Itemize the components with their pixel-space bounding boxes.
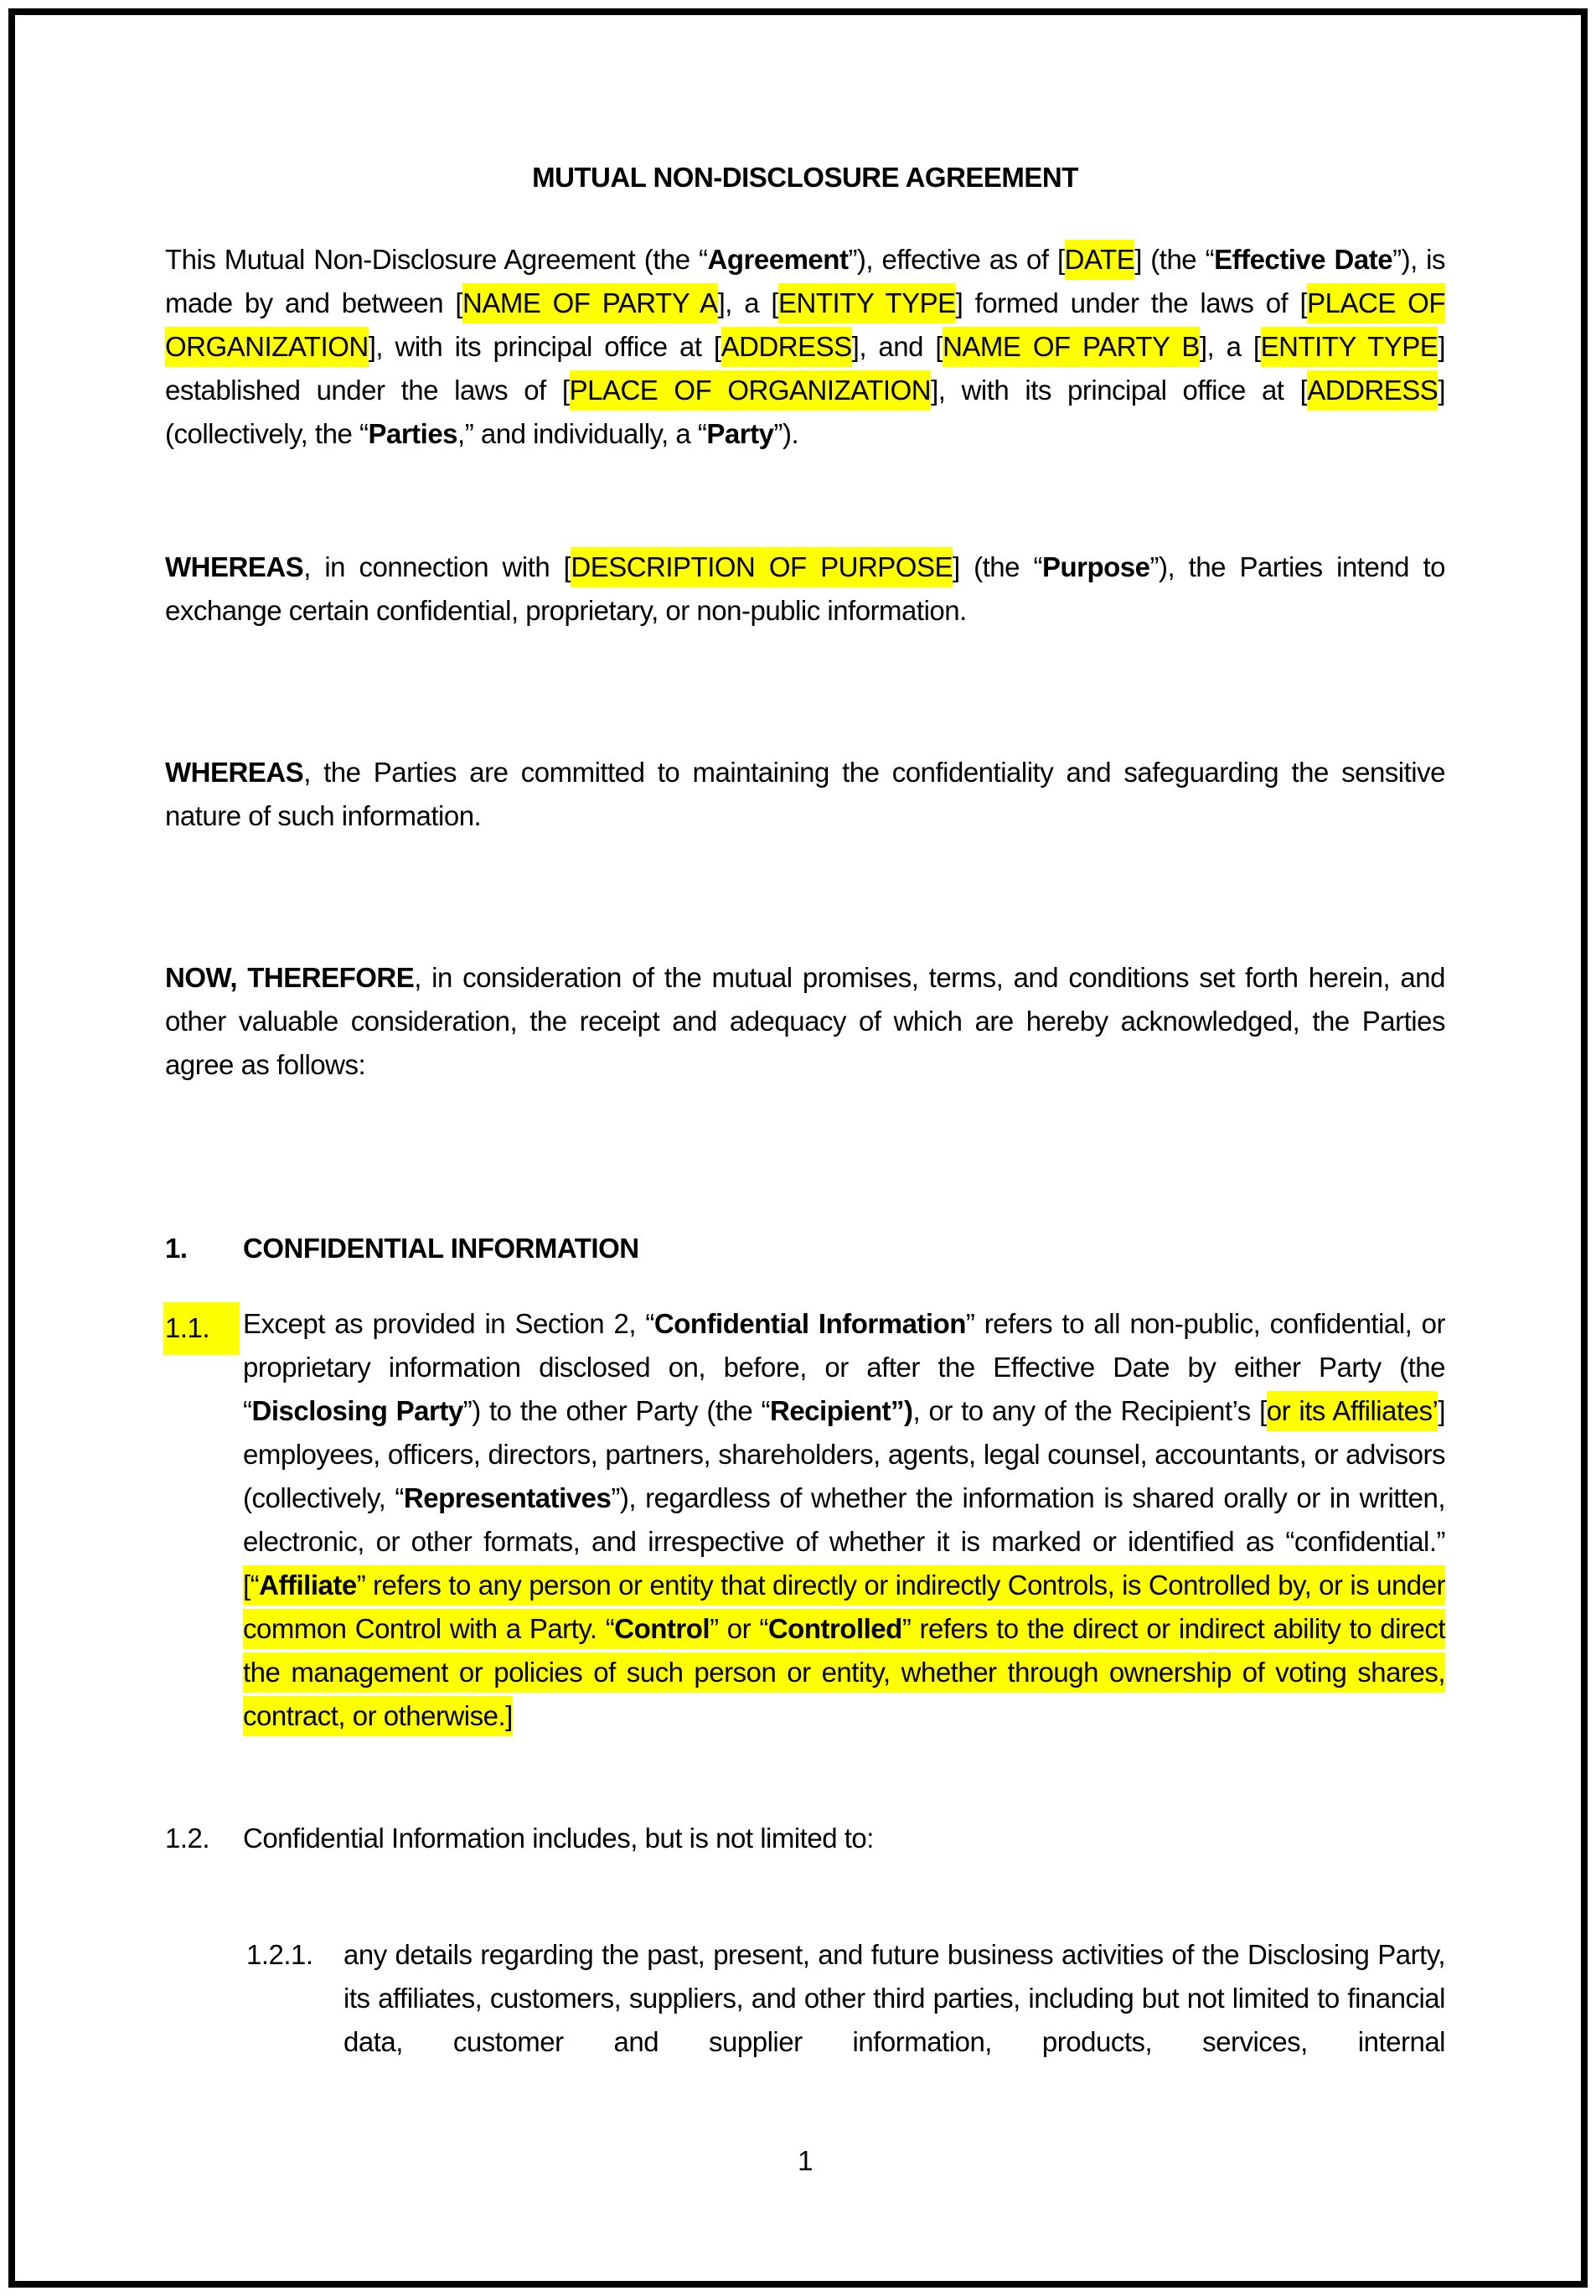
document-content bbox=[165, 0, 1445, 2296]
clause-1-2 bbox=[165, 1817, 1445, 1860]
page-number: 1 bbox=[798, 2145, 813, 2176]
clause-1-1-number: 1.1. bbox=[163, 1302, 240, 1355]
document-title: MUTUAL NON-DISCLOSURE AGREEMENT bbox=[532, 162, 1078, 193]
section-1-heading-label: CONFIDENTIAL INFORMATION bbox=[243, 1233, 639, 1264]
clause-1-2-number: 1.2. bbox=[165, 1823, 210, 1854]
section-1-number: 1. bbox=[165, 1233, 188, 1264]
clause-1-2-1 bbox=[165, 1933, 1445, 2064]
now-therefore-paragraph: NOW, THEREFORE, in consideration of the mutual promises, terms, and conditions set forth herein, and other valuable consideration, the receipt and adequacy of which are hereby acknowledged, the Parties agree as follows: bbox=[165, 962, 1445, 1080]
clause-1-1-text: Except as provided in Section 2, “Confidential Information” refers to all non-public, confidential, or proprietary information disclosed on, before, or after the Effective Date by either Party (the “Disclosing Party”) to the other Party (the “Recipient”), or to any of the Recipient’s [or its Affiliates’] employees, officers, directors, partners, shareholders, agents, legal counsel, accountants, or advisors (collectively, “Representatives”), regardless of whether the information is shared orally or in written, electronic, or other formats, and irrespective of whether it is marked or identified as “confidential.” [“Affiliate” refers to any person or entity that directly or indirectly Controls, is Controlled by, or is under common Control with a Party. “Control” or “Controlled” refers to the direct or indirect ability to direct the management or policies of such person or entity, whether through ownership of voting shares, contract, or otherwise.] bbox=[243, 1308, 1445, 1736]
clause-1-2-1-number: 1.2.1. bbox=[246, 1939, 313, 1970]
intro-paragraph: This Mutual Non-Disclosure Agreement (the “Agreement”), effective as of [DATE] (the “Effective Date”), is made by and between [NAME OF PARTY A], a [ENTITY TYPE] formed under the laws of [PLACE OF ORGANIZATION], with its principal office at [ADDRESS], and [NAME OF PARTY B], a [ENTITY TYPE] established under the laws of [PLACE OF ORGANIZATION], with its principal office at [ADDRESS] (collectively, the “Parties,” and individually, a “Party”). bbox=[165, 238, 1445, 456]
clause-1-2-text: Confidential Information includes, but is not limited to: bbox=[243, 1823, 874, 1854]
clause-1-1 bbox=[165, 1302, 1445, 1738]
section-1-heading bbox=[165, 1227, 1445, 1270]
whereas-purpose-paragraph: WHEREAS, in connection with [DESCRIPTION OF PURPOSE] (the “Purpose”), the Parties intend to exchange certain confidential, proprietary, or non-public information. bbox=[165, 546, 1445, 633]
clause-1-2-1-text: any details regarding the past, present, and future business activities of the Disclosing Party, its affiliates, customers, suppliers, and other third parties, including but not limited to financial data, customer and supplier information, products, services, internal bbox=[343, 1939, 1445, 2057]
whereas-commitment-paragraph: WHEREAS, the Parties are committed to maintaining the confidentiality and safeguarding the sensitive nature of such information. bbox=[165, 757, 1445, 831]
